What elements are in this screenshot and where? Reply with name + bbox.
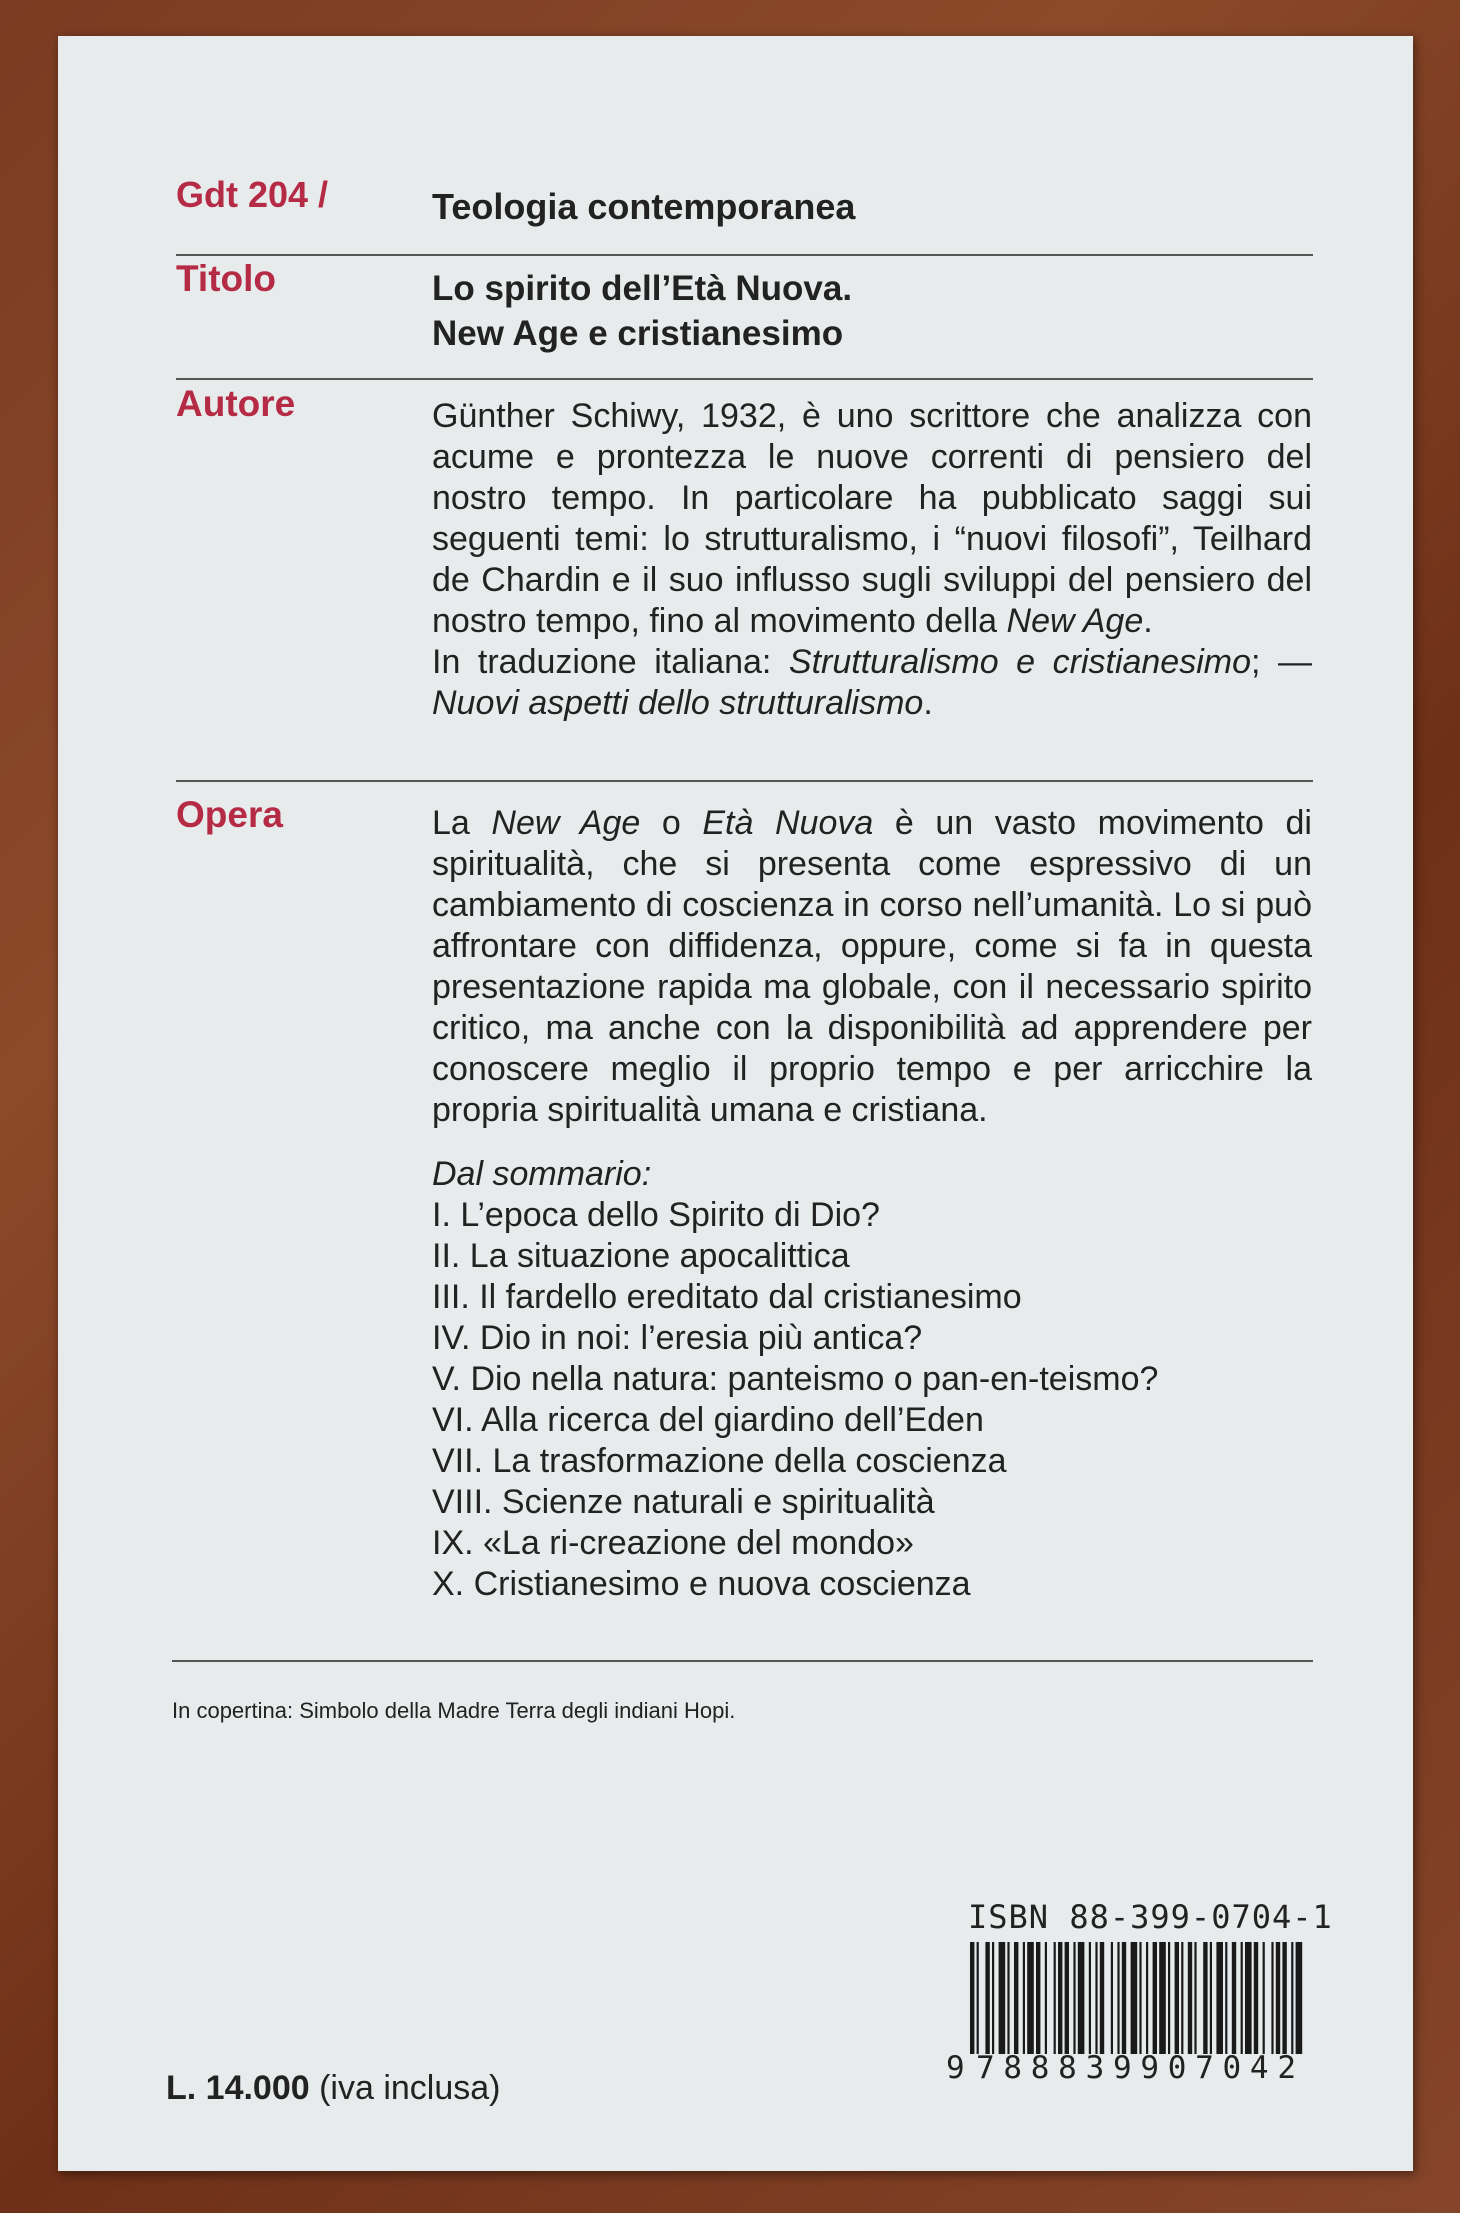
autore-label: Autore bbox=[176, 383, 296, 424]
price bbox=[166, 2069, 501, 2108]
new-age-term: New Age bbox=[491, 804, 641, 842]
opera-label: Opera bbox=[176, 794, 283, 835]
author-bio-body: Günther Schiwy, 1932, è uno scrittore che analizza con acume e prontezza le nuove correnti di pensiero del nostro tempo. In particolare ha pubblicato saggi sui seguenti temi: lo strutturalismo, i “nuovi filosofi”, Teilhard de Chardin e il suo influsso sugli sviluppi del pensiero del nostro tempo, fino al movimento della bbox=[432, 397, 1312, 640]
author-bio-text: Günther Schiwy, 1932, è uno scrittore che analizza con acume e prontezza le nuove correnti di pensiero del nostro tempo. In particolare ha pubblicato saggi sui seguenti temi: lo strutturalismo, i “nuovi filosofi”, Teilhard de Chardin e il suo influsso sugli sviluppi del pensiero del nostro tempo, fino al movimento della New Age. bbox=[432, 397, 1312, 640]
barcode-digits: 788839907042 bbox=[976, 2050, 1296, 2086]
series-name: Teologia contemporanea bbox=[432, 186, 856, 227]
divider bbox=[176, 378, 1313, 380]
translated-title-1: Strutturalismo e cristianesimo bbox=[788, 643, 1252, 681]
summary-item: I. L’epoca dello Spirito di Dio? bbox=[432, 1196, 880, 1234]
barcode bbox=[946, 1942, 1308, 2086]
price-note: (iva inclusa) bbox=[319, 2069, 501, 2107]
work-description-text bbox=[432, 803, 1312, 1131]
summary-item: V. Dio nella natura: panteismo o pan-en-teismo? bbox=[432, 1360, 1159, 1398]
divider bbox=[176, 780, 1313, 782]
series-number: Gdt 204 / bbox=[176, 174, 329, 215]
isbn: ISBN 88-399-0704-1 bbox=[968, 1898, 1333, 1936]
intro-word: La bbox=[432, 804, 470, 842]
summary-item: VIII. Scienze naturali e spiritualità bbox=[432, 1483, 935, 1521]
book-back-cover bbox=[58, 36, 1413, 2171]
summary-item: X. Cristianesimo e nuova coscienza bbox=[432, 1565, 971, 1603]
summary-list bbox=[432, 1195, 1312, 1605]
work-description-body: è un vasto movimento di spiritualità, che si presenta come espressivo di un cambiamento di coscienza in corso nell’umanità. Lo si può affrontare con diffidenza, oppure, come si fa in questa presentazione rapida ma globale, con il necessario spirito critico, ma anche con la disponibilità ad apprendere per conoscere meglio il proprio tempo e per arricchire la propria spiritualità umana e cristiana. bbox=[432, 804, 1312, 1129]
dash: — bbox=[1278, 643, 1312, 681]
translations-prefix: In traduzione italiana: bbox=[432, 643, 772, 681]
author-bio bbox=[432, 396, 1312, 724]
translated-title-2: Nuovi aspetti dello strutturalismo bbox=[432, 684, 924, 722]
intro-word: o bbox=[661, 804, 681, 842]
author-translations: In traduzione italiana: Strutturalismo e cristianesimo; — Nuovi aspetti dello strutturalismo. bbox=[432, 643, 1312, 722]
barcode-first-digit: 9 bbox=[946, 2050, 965, 2086]
work-description bbox=[432, 803, 1312, 1605]
book-title bbox=[432, 266, 1312, 356]
summary-item: VII. La trasformazione della coscienza bbox=[432, 1442, 1007, 1480]
titolo-label: Titolo bbox=[176, 258, 277, 299]
summary-item: IV. Dio in noi: l’eresia più antica? bbox=[432, 1319, 923, 1357]
eta-nuova-term: Età Nuova bbox=[702, 804, 874, 842]
book-title-line2: New Age e cristianesimo bbox=[432, 314, 844, 353]
price-amount: L. 14.000 bbox=[166, 2069, 310, 2107]
summary-item: II. La situazione apocalittica bbox=[432, 1237, 850, 1275]
summary-title: Dal sommario: bbox=[432, 1155, 652, 1193]
divider bbox=[172, 1660, 1313, 1662]
cover-note: In copertina: Simbolo della Madre Terra degli indiani Hopi. bbox=[172, 1698, 736, 1723]
summary-item: VI. Alla ricerca del giardino dell’Eden bbox=[432, 1401, 984, 1439]
summary-item: III. Il fardello ereditato dal cristianesimo bbox=[432, 1278, 1022, 1316]
new-age-term: New Age bbox=[1006, 602, 1144, 640]
summary-item: IX. «La ri-creazione del mondo» bbox=[432, 1524, 914, 1562]
divider bbox=[176, 254, 1313, 256]
book-title-line1: Lo spirito dell’Età Nuova. bbox=[432, 269, 853, 308]
